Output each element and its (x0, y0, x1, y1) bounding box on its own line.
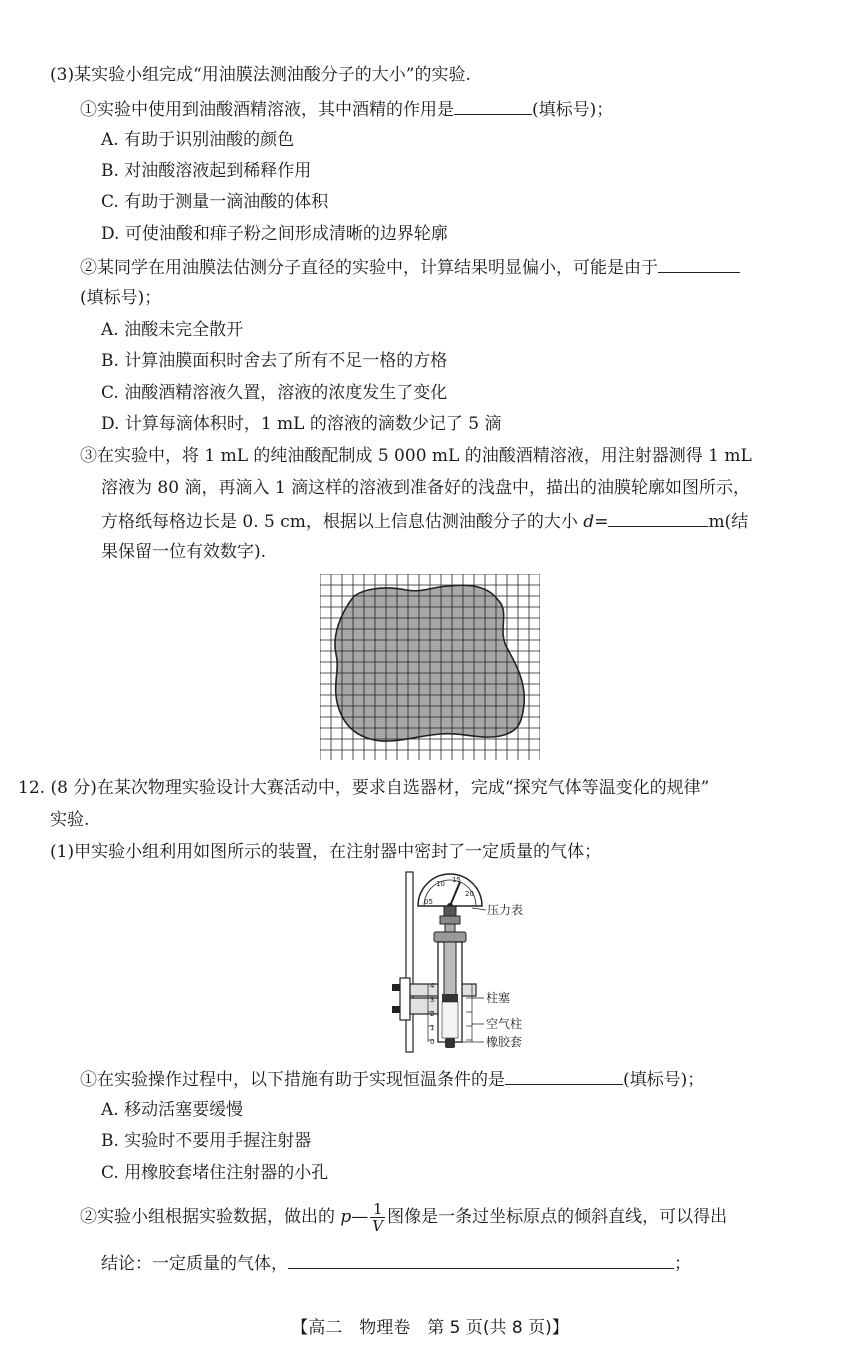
q3-sub1-stem (80, 96, 613, 122)
scale-num-2: 2 (430, 1010, 435, 1018)
gauge-tick-05: 05 (424, 898, 433, 906)
answer-blank-q3-2[interactable] (658, 254, 740, 273)
scale-num-3: 3 (430, 996, 435, 1004)
q3-sub3-line3-suffix: m(结 (708, 512, 749, 532)
variable-d: d (583, 512, 595, 532)
q3-sub2-stem (80, 254, 740, 280)
q12-sub2-text-after: 图像是一条过坐标原点的倾斜直线，可以得出 (387, 1207, 728, 1227)
scale-num-0: 0 (430, 1038, 435, 1046)
oil-film-grid-figure (320, 574, 540, 760)
q12-sub2-line1 (80, 1200, 727, 1234)
q3-sub1-option-b: B. 对油酸溶液起到稀释作用 (101, 161, 312, 181)
page-footer: 【高二 物理卷 第 5 页(共 8 页)】 (291, 1318, 569, 1338)
plunger (442, 994, 458, 1002)
q3-sub2-option-c: C. 油酸酒精溶液久置，溶液的浓度发生了变化 (101, 383, 448, 403)
q3-sub2-option-b: B. 计算油膜面积时舍去了所有不足一格的方格 (101, 351, 448, 371)
fraction-denominator: V (372, 1217, 384, 1235)
answer-blank-q12-2[interactable] (288, 1250, 674, 1269)
scale-num-1: 1 (430, 1024, 435, 1032)
q12-sub1-stem (80, 1066, 704, 1092)
q3-sub1-stem-text: ①实验中使用到油酸酒精溶液，其中酒精的作用是 (80, 100, 454, 120)
grid-lines (320, 574, 540, 760)
q3-sub1-option-d: D. 可使油酸和痱子粉之间形成清晰的边界轮廓 (101, 224, 448, 244)
q3-sub2-stem-text: ②某同学在用油膜法估测分子直径的实验中，计算结果明显偏小，可能是由于 (80, 258, 658, 278)
label-pressure-gauge: 压力表 (487, 903, 524, 917)
q12-header-line1: 12. (8 分)在某次物理实验设计大赛活动中，要求自选器材，完成“探究气体等温变化的规律” (18, 778, 710, 798)
equals-sign: = (594, 512, 609, 532)
answer-blank-q3-1[interactable] (454, 96, 532, 115)
gauge-tick-20: 20 (465, 890, 474, 898)
q3-header: (3)某实验小组完成“用油膜法测油酸分子的大小”的实验. (50, 65, 471, 85)
q12-sub1-option-b: B. 实验时不要用手握注射器 (101, 1131, 312, 1151)
stand-rod (406, 872, 413, 1052)
syringe (438, 942, 462, 1048)
q3-sub1-option-c: C. 有助于测量一滴油酸的体积 (101, 192, 329, 212)
q3-sub3-line2: 溶液为 80 滴，再滴入 1 滴这样的溶液到准备好的浅盘中，描出的油膜轮廓如图所示， (101, 478, 751, 498)
q12-sub1-stem-text: ①在实验操作过程中，以下措施有助于实现恒温条件的是 (80, 1070, 505, 1090)
q3-sub3-line4: 果保留一位有效数字). (101, 542, 267, 562)
q3-sub2-stem-suffix: (填标号)； (80, 288, 162, 308)
q12-sub1-stem-suffix: (填标号)； (623, 1070, 705, 1090)
fraction-one-over-v (370, 1201, 385, 1234)
scale-num-4: 4 (430, 982, 435, 990)
air-column (442, 1002, 458, 1038)
gauge-tick-15: 15 (452, 876, 461, 884)
gauge-tick-10: 10 (436, 880, 445, 888)
label-plunger: 柱塞 (486, 991, 511, 1005)
q12-sub1-option-c: C. 用橡胶套堵住注射器的小孔 (101, 1163, 329, 1183)
label-rubber-cap: 橡胶套 (486, 1035, 523, 1049)
q12-header-line2: 实验. (50, 810, 90, 830)
q12-sub2-line2-text: 结论：一定质量的气体， (101, 1254, 288, 1274)
fraction-numerator: 1 (370, 1201, 385, 1218)
q3-sub2-option-d: D. 计算每滴体积时，1 mL 的溶液的滴数少记了 5 滴 (101, 414, 502, 434)
q12-sub1-option-a: A. 移动活塞要缓慢 (101, 1100, 244, 1120)
q3-sub3-line3-text: 方格纸每格边长是 0. 5 cm，根据以上信息估测油酸分子的大小 (101, 512, 578, 532)
q12-sub2-line2-suffix: ； (674, 1254, 691, 1274)
syringe-apparatus-figure (388, 866, 568, 1056)
variable-p: p (340, 1207, 352, 1227)
q3-sub2-option-a: A. 油酸未完全散开 (101, 320, 244, 340)
q3-sub3-line3 (101, 508, 748, 534)
answer-blank-q3-3[interactable] (608, 508, 708, 527)
q12-part1: (1)甲实验小组利用如图所示的装置，在注射器中密封了一定质量的气体； (50, 842, 602, 862)
q12-sub2-line2 (101, 1250, 691, 1276)
rubber-cap (445, 1038, 455, 1048)
q3-sub1-stem-suffix: (填标号)； (532, 100, 614, 120)
q3-sub1-option-a: A. 有助于识别油酸的颜色 (101, 130, 295, 150)
q12-sub2-text: ②实验小组根据实验数据，做出的 (80, 1207, 335, 1227)
answer-blank-q12-1[interactable] (505, 1066, 623, 1085)
minus-dash: — (351, 1207, 369, 1227)
q3-sub3-line1: ③在实验中，将 1 mL 的纯油酸配制成 5 000 mL 的油酸酒精溶液，用注射器测得 1 mL (80, 446, 752, 466)
label-air-column: 空气柱 (486, 1017, 523, 1031)
